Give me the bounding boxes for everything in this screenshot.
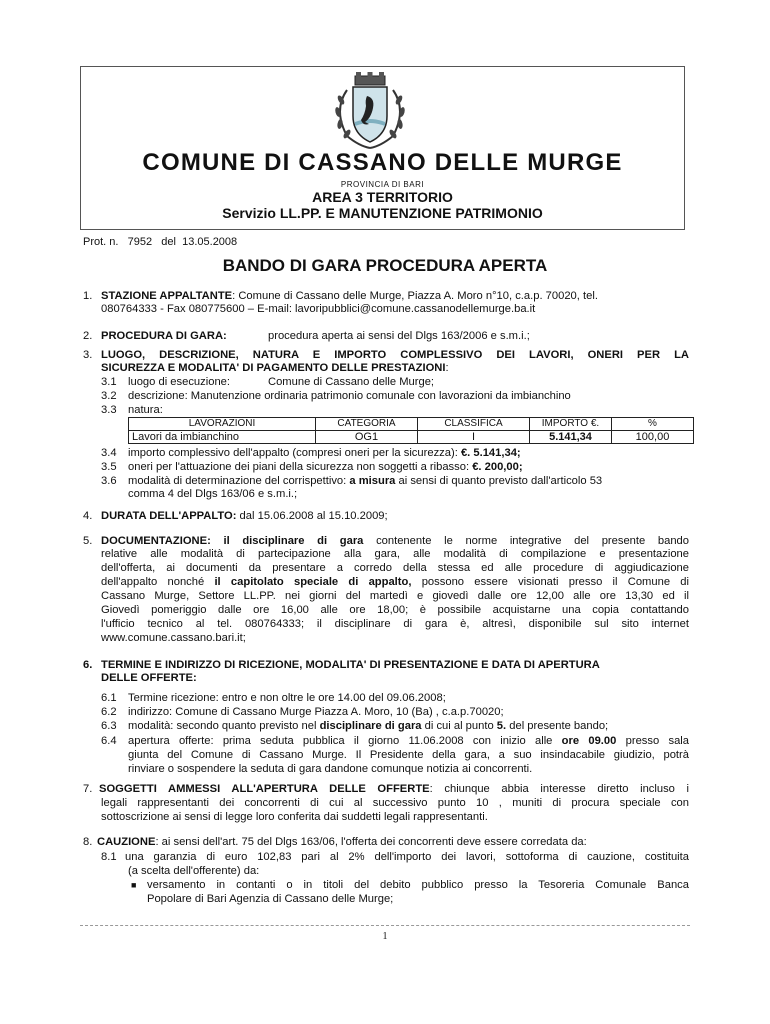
works-table [128, 417, 694, 444]
department-area: AREA 3 TERRITORIO [312, 189, 453, 205]
square-bullet-icon: ■ [131, 880, 137, 890]
section-text: possono essere visionati presso il Comune di [411, 576, 689, 588]
protocol-prefix: Prot. n. [83, 236, 119, 248]
item-3-1-value: Comune di Cassano delle Murge; [268, 376, 435, 388]
section-5-line-4 [101, 576, 689, 590]
section-heading: DELLE OFFERTE: [101, 672, 197, 684]
table-header-row [129, 418, 694, 431]
service-name: Servizio LL.PP. E MANUTENZIONE PATRIMONIO [222, 205, 543, 221]
section-2-heading [101, 330, 227, 344]
item-3-1-label: luogo di esecuzione: [128, 376, 231, 388]
section-heading: TERMINE E INDIRIZZO DI RICEZIONE, MODALITA' DI PRESENTAZIONE E DATA DI APERTURA [101, 659, 600, 671]
table-row [129, 431, 694, 444]
table-cell: 5.141,34 [530, 431, 612, 444]
section-text: : Comune di Cassano delle Murge, Piazza A. Moro n°10, c.a.p. 70020, tel. [232, 290, 598, 302]
section-text: : ai sensi dell'art. 75 del Dlgs 163/06, l'offerta dei concorrenti deve essere corredata da: [155, 836, 587, 848]
protocol-number: 7952 [127, 236, 153, 248]
item-3-2-text: descrizione: Manutenzione ordinaria patrimonio comunale con lavorazioni da imbianchino [128, 390, 571, 402]
item-6-3 [128, 720, 608, 734]
section-1-line-1 [101, 290, 598, 304]
item-text: modalità: secondo quanto previsto nel [128, 720, 320, 732]
section-heading: STAZIONE APPALTANTE [101, 290, 233, 302]
protocol-date-prefix: del [161, 236, 176, 248]
item-6-1-text: Termine ricezione: entro e non oltre le ore 14.00 del 09.06.2008; [128, 692, 446, 704]
item-text: ai sensi di quanto previsto dall'articolo 53 [395, 475, 603, 487]
item-3-4 [128, 447, 521, 461]
protocol-line [83, 236, 237, 249]
section-heading: DOCUMENTAZIONE: [101, 535, 211, 547]
section-text: dal 15.06.2008 al 15.10.2009; [236, 510, 388, 522]
item-8-1-line-1: una garanzia di euro 102,83 pari al 2% dell'importo dei lavori, sottoforma di cauzione, costituita [125, 851, 689, 863]
section-4-line [101, 510, 388, 524]
table-cell: 100,00 [612, 431, 694, 444]
municipal-crest-icon [325, 70, 415, 150]
item-number: 3.6 [101, 475, 117, 487]
section-number: 8. [83, 836, 93, 848]
section-heading: SICUREZZA E MODALITA' DI PAGAMENTO DELLE PRESTAZIONI [101, 362, 446, 374]
item-number: 6.2 [101, 706, 117, 718]
table-header-cell: CLASSIFICA [418, 418, 530, 431]
section-6-heading-2 [101, 672, 197, 686]
section-bold: il disciplinare di gara [210, 535, 364, 547]
item-text: di cui al punto [421, 720, 497, 732]
section-number: 4. [83, 510, 93, 522]
item-bold: ore 09.00 [561, 735, 617, 747]
section-number: 7. [83, 783, 93, 795]
item-number: 6.1 [101, 692, 117, 704]
section-heading: PROCEDURA DI GARA: [101, 330, 227, 342]
item-value: €. 5.141,34; [460, 447, 521, 459]
section-number: 5. [83, 535, 93, 547]
item-3-5 [128, 461, 523, 475]
item-value: a misura [349, 475, 396, 487]
item-text: modalità di determinazione del corrispettivo: [128, 475, 350, 487]
item-number: 3.2 [101, 390, 117, 402]
section-text: contenente le norme integrative del presente bando [363, 535, 689, 547]
table-cell: OG1 [316, 431, 418, 444]
section-5-line-2: relative alle modalità di partecipazione alla gara, alle modalità di compilazione e presentazione [101, 548, 689, 560]
item-8-1-line-2: (a scelta dell'offerente) da: [128, 865, 260, 877]
section-3-heading-1 [101, 349, 689, 363]
section-number: 3. [83, 349, 93, 361]
table-cell: I [418, 431, 530, 444]
item-number: 3.5 [101, 461, 117, 473]
section-text: : chiunque abbia interesse diretto incluso i [429, 783, 689, 795]
bullet-line-1: versamento in contanti o in titoli del debito pubblico presso la Tesoreria Comunale Banca [147, 879, 689, 891]
province-name: PROVINCIA DI BARI [340, 180, 425, 189]
section-5-line-6: Giovedì pomeriggio dalle ore 16,00 alle ore 18,00; è possibile acquistarne una copia contattando [101, 604, 689, 616]
section-7-line-2: legali rappresentanti dei concorrenti di cui al successivo punto 10 , muniti di procura speciale con [101, 797, 689, 809]
item-6-4-line-1 [128, 735, 689, 749]
item-3-6-line-1 [128, 475, 602, 489]
item-text: importo complessivo dell'appalto (compresi oneri per la sicurezza): [128, 447, 461, 459]
heading-colon: : [445, 362, 449, 374]
item-6-2-text: indirizzo: Comune di Cassano Murge Piazza A. Moro, 10 (Ba) , c.a.p.70020; [128, 706, 504, 718]
table-header-cell: IMPORTO €. [530, 418, 612, 431]
section-number: 2. [83, 330, 93, 342]
section-1-line-2: 080764333 - Fax 080775600 – E-mail: lavoripubblici@comune.cassanodellemurge.ba.it [101, 303, 536, 315]
section-number: 6. [83, 659, 93, 671]
item-text: apertura offerte: prima seduta pubblica il giorno 11.06.2008 con inizio alle [128, 735, 562, 747]
item-6-4-line-3: rinviare o sospendere la seduta di gara dandone comunque notizia ai concorrenti. [128, 763, 533, 775]
section-3-heading-2 [101, 362, 449, 376]
item-number: 3.3 [101, 404, 117, 416]
section-6-heading-1 [101, 659, 600, 673]
section-7-line-1 [99, 783, 689, 797]
section-text: dell'appalto nonché [101, 576, 215, 588]
section-heading: SOGGETTI AMMESSI ALL'APERTURA DELLE OFFERTE [99, 783, 430, 795]
table-header-cell: % [612, 418, 694, 431]
section-2-text: procedura aperta ai sensi del Dlgs 163/2006 e s.m.i.; [268, 330, 530, 342]
section-heading: LUOGO, DESCRIZIONE, NATURA E IMPORTO COMPLESSIVO DEI LAVORI, ONERI PER LA [101, 349, 689, 361]
item-number: 6.3 [101, 720, 117, 732]
item-bold: disciplinare di gara [319, 720, 422, 732]
item-text: presso sala [616, 735, 689, 747]
section-5-line-5: Cassano Murge, Settore LL.PP. nei giorni del martedì e giovedì dalle ore 12,00 alle ore 13,30 ed il [101, 590, 689, 602]
item-bold: 5. [496, 720, 507, 732]
section-5-line-8: www.comune.cassano.bari.it; [101, 632, 246, 644]
section-heading: CAUZIONE [97, 836, 156, 848]
section-number: 1. [83, 290, 93, 302]
section-5-line-3: dell'offerta, ai documenti da presentare a corredo della stessa ed alle procedure di aggiudicazione [101, 562, 689, 574]
item-number: 3.1 [101, 376, 117, 388]
section-bold: il capitolato speciale di appalto, [214, 576, 412, 588]
section-5-line-1 [101, 535, 689, 549]
section-7-line-3: sottoscrizione ai sensi di legge loro conferita dai suddetti legali rappresentanti. [101, 811, 488, 823]
item-3-3-text: natura: [128, 404, 163, 416]
item-number: 3.4 [101, 447, 117, 459]
section-heading: DURATA DELL'APPALTO: [101, 510, 237, 522]
bullet-line-2: Popolare di Bari Agenzia di Cassano delle Murge; [147, 893, 394, 905]
section-8-line-1 [97, 836, 587, 850]
item-number: 8.1 [101, 851, 117, 863]
protocol-date: 13.05.2008 [182, 236, 238, 248]
table-header-cell: CATEGORIA [316, 418, 418, 431]
table-header-cell: LAVORAZIONI [129, 418, 316, 431]
document-title: BANDO DI GARA PROCEDURA APERTA [222, 256, 548, 275]
item-number: 6.4 [101, 735, 117, 747]
item-value: €. 200,00; [472, 461, 523, 473]
page-number: 1 [382, 931, 388, 942]
footer-divider [80, 925, 690, 926]
item-6-4-line-2: giunta del Comune di Cassano Murge. Il Presidente della gara, a suo insindacabile giudizio, potrà [128, 749, 689, 761]
section-5-line-7: l'ufficio tecnico al tel. 080764333; il disciplinare di gara è, altresì, disponibile sul sito internet [101, 618, 689, 630]
item-text: oneri per l'attuazione dei piani della sicurezza non soggetti a ribasso: [128, 461, 473, 473]
table-cell: Lavori da imbianchino [129, 431, 316, 444]
item-text: del presente bando; [506, 720, 609, 732]
municipality-name: COMUNE DI CASSANO DELLE MURGE [142, 149, 623, 176]
item-3-6-line-2: comma 4 del Dlgs 163/06 e s.m.i.; [128, 488, 298, 500]
